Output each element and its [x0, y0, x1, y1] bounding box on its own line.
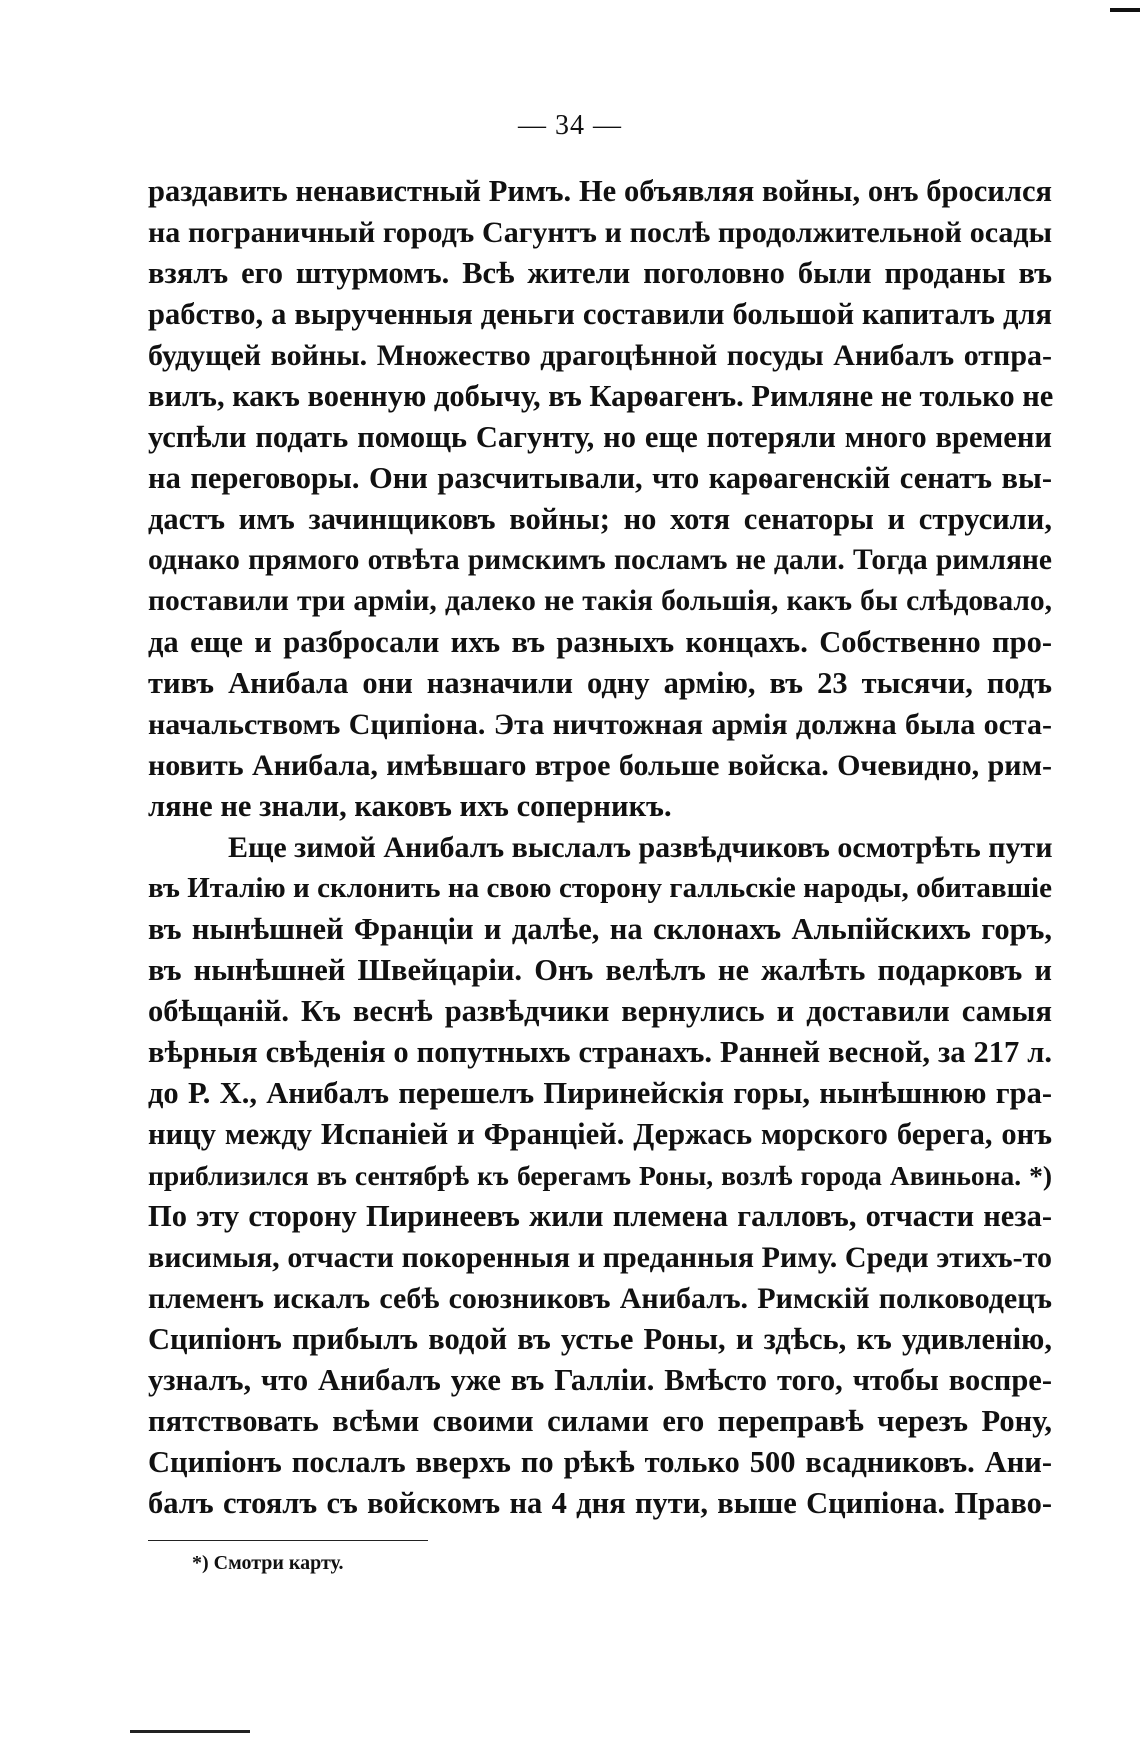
footnote-divider	[148, 1540, 428, 1541]
text-line: въ Италію и склонить на свою сторону галльскіе народы, обитавшіе	[148, 872, 1052, 904]
text-line: на пограничный городъ Сагунтъ и послѣ продолжительной осады	[148, 216, 1052, 249]
text-line: вѣрныя свѣденія о попутныхъ странахъ. Ранней весной, за 217 л.	[148, 1035, 1052, 1069]
text-line: висимыя, отчасти покоренныя и преданныя Риму. Среди этихъ-то	[148, 1241, 1052, 1274]
text-line: ницу между Испаніей и Франціей. Держась морского берега, онъ	[148, 1117, 1052, 1151]
text-line: балъ стоялъ съ войскомъ на 4 дня пути, выше Сципіона. Право-	[148, 1486, 1052, 1520]
text-line: въ нынѣшней Франціи и далѣе, на склонахъ Альпійскихъ горъ,	[148, 912, 1052, 946]
text-line: обѣщаній. Къ веснѣ развѣдчики вернулись и доставили самыя	[148, 994, 1052, 1028]
text-line: раздавить ненавистный Римъ. Не объявляя войны, онъ бросился	[148, 174, 1052, 208]
text-line: новить Анибала, имѣвшаго втрое больше войска. Очевидно, рим-	[148, 749, 1052, 782]
scan-edge-mark	[1110, 8, 1140, 12]
text-line: рабство, а вырученныя деньги составили большой капиталъ для	[148, 297, 1052, 331]
paragraph-start-line: Еще зимой Анибалъ выслалъ развѣдчиковъ осмотрѣть пути	[228, 831, 1053, 864]
text-line: Сципіонъ послалъ вверхъ по рѣкѣ только 500 всадниковъ. Ани-	[148, 1445, 1052, 1479]
text-line: начальствомъ Сципіона. Эта ничтожная армія должна была оста-	[148, 708, 1052, 741]
text-line: однако прямого отвѣта римскимъ посламъ не дали. Тогда римляне	[148, 544, 1052, 576]
text-line: до Р. Х., Анибалъ перешелъ Пиринейскія горы, нынѣшнюю гра-	[148, 1076, 1052, 1110]
text-line: тивъ Анибала они назначили одну армію, въ 23 тысячи, подъ	[148, 666, 1052, 700]
text-line: Сципіонъ прибылъ водой въ устье Роны, и здѣсь, къ удивленію,	[148, 1322, 1052, 1356]
text-line: По эту сторону Пиринеевъ жили племена галловъ, отчасти неза-	[148, 1199, 1052, 1233]
text-line: да еще и разбросали ихъ въ разныхъ концахъ. Собственно про-	[148, 625, 1052, 659]
paragraph-end-line: ляне не знали, каковъ ихъ соперникъ.	[148, 789, 672, 823]
text-line: приблизился въ сентябрѣ къ берегамъ Роны, возлѣ города Авиньона. *)	[148, 1160, 1052, 1191]
text-line: взялъ его штурмомъ. Всѣ жители поголовно были проданы въ	[148, 256, 1052, 290]
text-line: племенъ искалъ себѣ союзниковъ Анибалъ. Римскій полководецъ	[148, 1282, 1052, 1315]
text-line: на переговоры. Они разсчитывали, что карѳагенскій сенатъ вы-	[148, 461, 1052, 495]
text-line: успѣли подать помощь Сагунту, но еще потеряли много времени	[148, 420, 1052, 454]
text-line: вилъ, какъ военную добычу, въ Карѳагенъ. Римляне не только не	[148, 379, 1054, 413]
text-line: узналъ, что Анибалъ уже въ Галліи. Вмѣсто того, чтобы воспре-	[148, 1363, 1052, 1397]
text-line: поставили три арміи, далеко не такія большія, какъ бы слѣдовало,	[148, 585, 1052, 617]
text-line: пятствовать всѣми своими силами его переправѣ черезъ Рону,	[148, 1404, 1052, 1438]
text-line: дастъ имъ зачинщиковъ войны; но хотя сенаторы и струсили,	[148, 502, 1052, 536]
scan-edge-mark	[130, 1730, 250, 1733]
body-text	[148, 171, 1052, 1524]
page-number: — 34 —	[518, 110, 622, 141]
text-line: въ нынѣшней Швейцаріи. Онъ велѣлъ не жалѣть подарковъ и	[148, 953, 1052, 987]
footnote: *) Смотри карту.	[192, 1552, 344, 1574]
text-line: будущей войны. Множество драгоцѣнной посуды Анибалъ отпра-	[148, 339, 1052, 372]
